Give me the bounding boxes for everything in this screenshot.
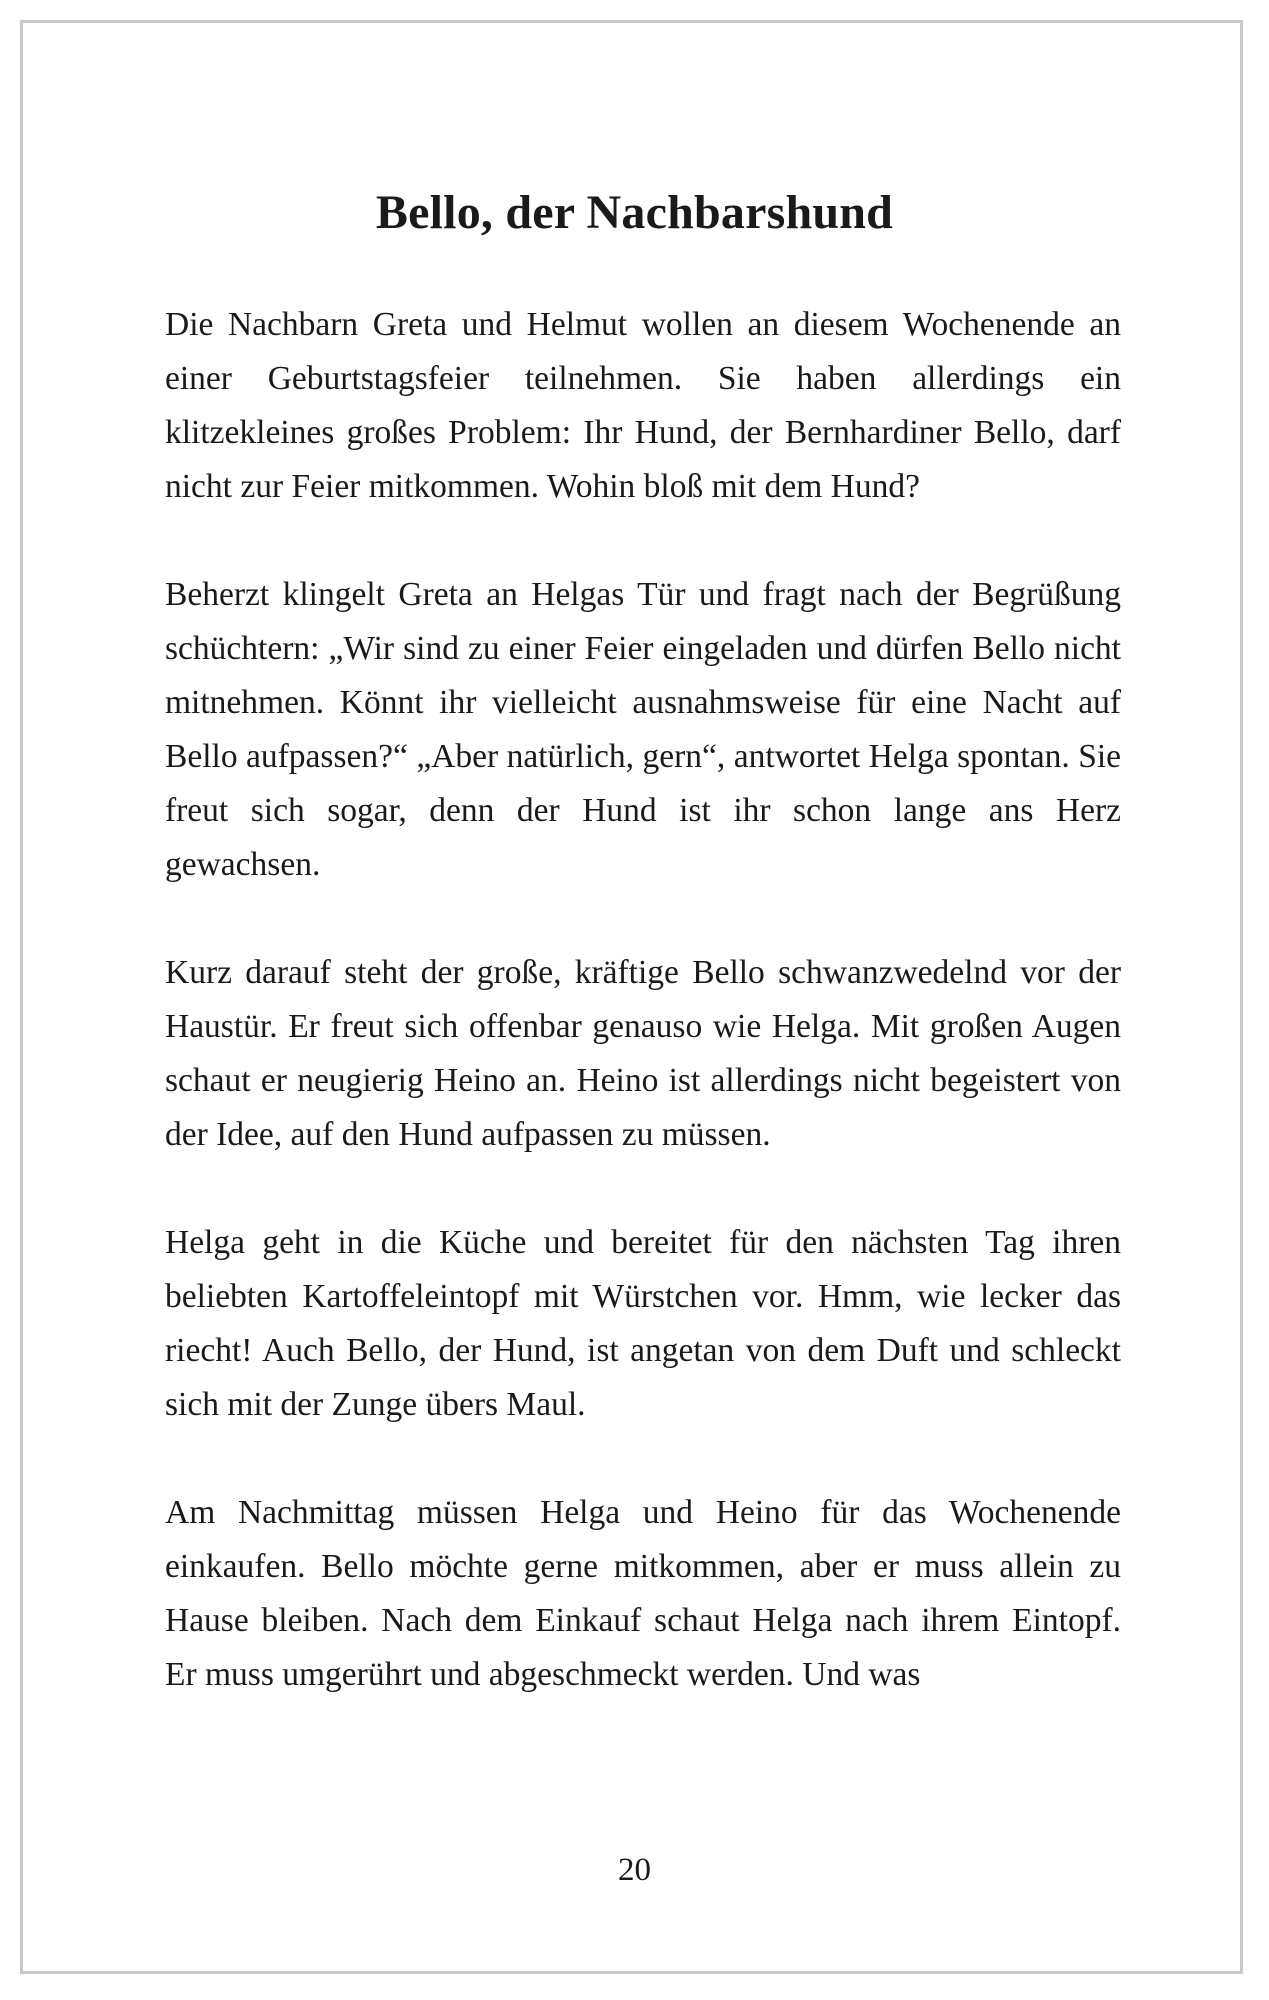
body-text: [165, 298, 1121, 1702]
paragraph-5: Am Nachmittag müssen Helga und Heino für das Wochenende einkaufen. Bello möchte gerne mitkommen, aber er muss allein zu Hause bleiben. Nach dem Einkauf schaut Helga nach ihrem Eintopf. Er muss umgerührt und abgeschmeckt werden. Und was: [165, 1494, 1121, 1693]
paragraph-1: Die Nachbarn Greta und Helmut wollen an diesem Wochenende an einer Geburtstagsfeier teilnehmen. Sie haben allerdings ein klitzekleines großes Problem: Ihr Hund, der Bernhardiner Bello, darf nicht zur Feier mitkommen. Wohin bloß mit dem Hund?: [165, 306, 1121, 505]
paragraph-2: Beherzt klingelt Greta an Helgas Tür und fragt nach der Begrüßung schüchtern: „Wir sind zu einer Feier eingeladen und dürfen Bello nicht mitnehmen. Könnt ihr vielleicht ausnahmsweise für eine Nacht auf Bello aufpassen?“ „Aber natürlich, gern“, antwortet Helga spontan. Sie freut sich sogar, denn der Hund ist ihr schon lange ans Herz gewachsen.: [165, 576, 1121, 883]
page-number: 20: [618, 1852, 651, 1888]
page-title: Bello, der Nachbarshund: [375, 186, 894, 239]
paragraph-3: Kurz darauf steht der große, kräftige Bello schwanzwedelnd vor der Haustür. Er freut sich offenbar genauso wie Helga. Mit großen Augen schaut er neugierig Heino an. Heino ist allerdings nicht begeistert von der Idee, auf den Hund aufpassen zu müssen.: [165, 954, 1121, 1153]
paragraph-4: Helga geht in die Küche und bereitet für den nächsten Tag ihren beliebten Kartoffeleintopf mit Würstchen vor. Hmm, wie lecker das riecht! Auch Bello, der Hund, ist angetan von dem Duft und schleckt sich mit der Zunge übers Maul.: [165, 1224, 1121, 1423]
